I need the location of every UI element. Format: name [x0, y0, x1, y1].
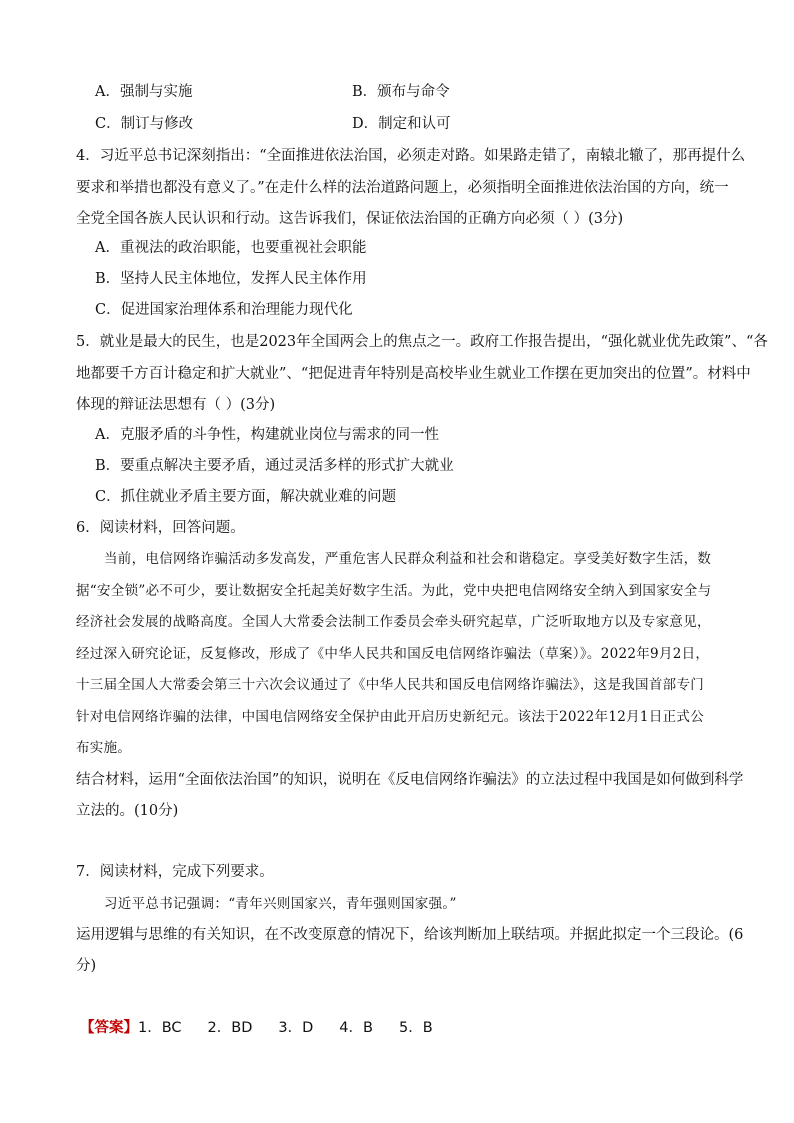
q7-title: 7．阅读材料，完成下列要求。: [76, 864, 274, 880]
q5-stem-line-2: 地都要千方百计稳定和扩大就业”、“把促进青年特别是高校毕业生就业工作摆在更加突出的位置”。材料中: [76, 366, 751, 382]
q3-option-b: B．颁布与命令: [352, 84, 450, 100]
q7-question-line-1: 运用逻辑与思维的有关知识，在不改变原意的情况下，给该判断加上联结项。并据此拟定一个三段论。(6: [76, 927, 744, 943]
q5-option-c: C．抓住就业矛盾主要方面，解决就业难的问题: [95, 489, 397, 505]
q6-material-line-6: 针对电信网络诈骗的法律，中国电信网络安全保护由此开启历史新纪元。该法于2022年12月1日正式公: [76, 709, 705, 725]
q6-material-line-2: 据“安全锁”必不可少，要让数据安全托起美好数字生活。为此，党中央把电信网络安全纳入到国家安全与: [76, 583, 712, 599]
q6-question-line-2: 立法的。(10分): [76, 803, 179, 819]
q6-material-line-1: 当前，电信网络诈骗活动多发高发，严重危害人民群众利益和社会和谐稳定。享受美好数字生活，数: [104, 551, 712, 567]
q7-material: 习近平总书记强调：“青年兴则国家兴，青年强则国家强。”: [104, 896, 457, 912]
answer-item-1: 1．BC: [138, 1020, 182, 1036]
q6-question-line-1: 结合材料，运用“全面依法治国”的知识，说明在《反电信网络诈骗法》的立法过程中我国是如何做到科学: [76, 772, 744, 788]
q6-title: 6．阅读材料，回答问题。: [76, 520, 245, 536]
q5-stem-line-3: 体现的辩证法思想有（ ）(3分): [76, 397, 276, 413]
q4-stem-line-2: 要求和举措也都没有意义了。”在走什么样的法治道路问题上，必须指明全面推进依法治国的方向，统一: [76, 180, 729, 196]
q4-option-c: C．促进国家治理体系和治理能力现代化: [95, 302, 353, 318]
q4-option-a: A．重视法的政治职能，也要重视社会职能: [95, 240, 367, 256]
q6-material-line-7: 布实施。: [76, 740, 132, 756]
q3-option-d: D．制定和认可: [352, 116, 451, 132]
q5-option-b: B．要重点解决主要矛盾，通过灵活多样的形式扩大就业: [95, 458, 454, 474]
answer-item-3: 3．D: [278, 1020, 314, 1036]
answer-item-4: 4．B: [339, 1020, 373, 1036]
q5-option-a: A．克服矛盾的斗争性，构建就业岗位与需求的同一性: [95, 427, 439, 443]
q7-question-line-2: 分): [76, 958, 97, 974]
q3-option-a: A．强制与实施: [95, 84, 193, 100]
answer-line: [80, 1018, 459, 1038]
answer-item-5: 5．B: [398, 1020, 433, 1036]
q4-stem-line-3: 全党全国各族人民认识和行动。这告诉我们，保证依法治国的正确方向必须（ ）(3分): [76, 211, 624, 227]
answer-tag: 【答案】: [80, 1020, 138, 1036]
answer-item-2: 2．BD: [207, 1020, 253, 1036]
q6-material-line-4: 经过深入研究论证，反复修改，形成了《中华人民共和国反电信网络诈骗法（草案）》。2022年9月2日，: [76, 646, 710, 662]
q6-material-line-5: 十三届全国人大常委会第三十六次会议通过了《中华人民共和国反电信网络诈骗法》，这是我国首部专门: [76, 677, 705, 693]
q3-option-c: C．制订与修改: [95, 116, 194, 132]
q6-material-line-3: 经济社会发展的战略高度。全国人大常委会法制工作委员会牵头研究起草，广泛听取地方以及专家意见，: [76, 614, 711, 630]
q5-stem-line-1: 5．就业是最大的民生，也是2023年全国两会上的焦点之一。政府工作报告提出，“强化就业优先政策”、“各: [76, 334, 768, 350]
q4-stem-line-1: 4．习近平总书记深刻指出：“全面推进依法治国，必须走对路。如果路走错了，南辕北辙了，那再提什么: [76, 148, 746, 164]
q4-option-b: B．坚持人民主体地位，发挥人民主体作用: [95, 271, 367, 287]
